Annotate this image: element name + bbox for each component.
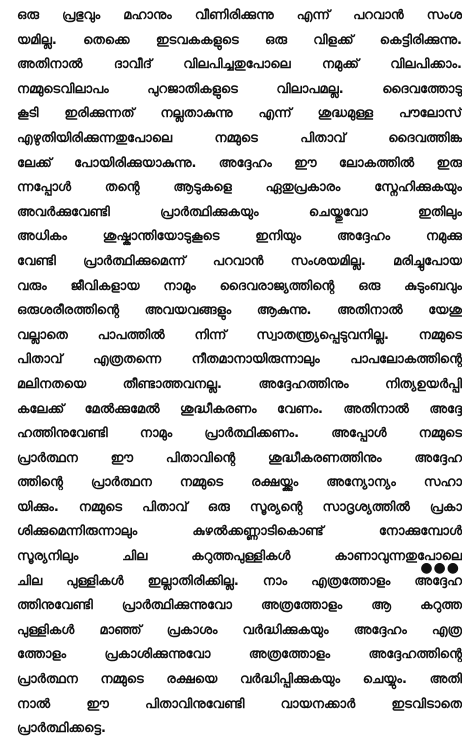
- body-text: [17, 4, 462, 742]
- text-line: അധികം ശുഷ്കാന്തിയോടുകൂടെ ഇനിയും അദ്ദേഹം നമുക്കു: [17, 229, 462, 245]
- text-line: പ്രാർത്ഥന ഈ പിതാവിന്റെ ശുദ്ധീകരണത്തിനും അദ്ദേഹ: [17, 450, 462, 466]
- text-line: ലേക്ക് പോയിരിക്കുയാകുന്നു. അദ്ദേഹം ഈ ലോകത്തിൽ ഇരു: [17, 155, 462, 171]
- text-line: യമില്ല. തെക്കെ ഇടവകകളുടെ ഒരു വിളക്ക് കെട്ടിരിക്കുന്നു.: [17, 32, 462, 48]
- text-line: വേണ്ടി പ്രാർത്ഥിക്കുമെന്ന് പറവാൻ സംശയമില്ല. മരിച്ചുപോയ: [17, 253, 462, 269]
- text-line: ന്നപ്പോൾ തന്റെ ആടുകളെ ഏതുപ്രകാരം സ്നേഹിക്കുകയും: [17, 180, 462, 196]
- text-line: ത്തോളം പ്രകാശിക്കുന്നുവോ അത്രത്തോളം അദ്ദേഹത്തിന്റെ: [17, 647, 462, 663]
- text-line: അവർക്കുവേണ്ടി പ്രാർത്ഥിക്കുകയും ചെയ്തുവോ ഇതിലും: [17, 204, 462, 220]
- text-line: ചില പുള്ളികൾ ഇല്ലാതിരിക്കില്ല. നാം എത്രത്തോളം അദ്ദേഹ: [17, 573, 462, 589]
- text-line: ഒരുശരീരത്തിന്റെ അവയവങ്ങളും ആകുന്നു. അതിനാൽ യേശു: [17, 303, 462, 319]
- text-line: വരും ജീവികളായ നാമും ദൈവരാജ്യത്തിന്റെ ഒരു കുടുംബവും: [17, 278, 462, 294]
- text-line: ഹത്തിനുവേണ്ടി നാമും പ്രാർത്ഥിക്കണം. അപ്പോൾ നമ്മുടെ: [17, 426, 462, 442]
- text-line: ഒരു പ്രഭുവും മഹാനും വീണിരിക്കുന്നു എന്ന് പറവാൻ സംശ: [17, 8, 462, 23]
- text-line: പിതാവ് എത്രതന്നെ നീതമാനായിരുന്നാലും പാപലോകത്തിന്റെ: [17, 352, 462, 368]
- text-line: ത്തിനുവേണ്ടി പ്രാർത്ഥിക്കുന്നുവോ അത്രത്തോളം ആ കറുത്ത: [17, 598, 462, 614]
- text-line: മലിനതയെ തീണ്ടാത്തവനല്ല. അദ്ദേഹത്തിനും നിത്യഉയർപ്പി: [17, 376, 462, 392]
- text-line: എഴുതിയിരിക്കുന്നതുപോലെ നമ്മുടെ പിതാവ് ദൈവത്തിങ്ക: [17, 130, 462, 146]
- text-line: ശിക്കുമെന്നിരുന്നാലും കുഴൽക്കണ്ണാടികൊണ്ട് നോക്കുമ്പോൾ: [17, 524, 462, 540]
- text-line: പ്രാർത്ഥിക്കട്ടെ.: [17, 721, 106, 737]
- continuation-mark: ●●●: [420, 560, 460, 576]
- text-line: നാൽ ഈ പിതാവിനുവേണ്ടി വായനക്കാർ ഇടവിടാതെ: [17, 696, 462, 712]
- text-line: യിക്കും. നമ്മുടെ പിതാവ് ഒരു സൂര്യന്റെ സാദൃശ്യത്തിൽ പ്രകാ: [17, 499, 462, 515]
- text-line: വല്ലാതെ പാപത്തിൽ നിന്ന് സ്വാതന്ത്ര്യപ്പെടുവനില്ല. നമ്മുടെ: [17, 327, 462, 343]
- text-line: പ്രാർത്ഥന നമ്മുടെ രക്ഷയെ വർദ്ധിപ്പിക്കുകയും ചെയ്യും. അതി: [17, 672, 462, 688]
- text-line: സൂര്യനിലും ചില കറുത്തപുള്ളികൾ കാണാവുന്നതുപോലെ: [17, 549, 462, 565]
- text-line: പുള്ളികൾ മാഞ്ഞ് പ്രകാശം വർദ്ധിക്കുകയും അദ്ദേഹം എത്ര: [17, 622, 462, 638]
- text-line: ത്തിന്റെ പ്രാർത്ഥന നമ്മുടെ രക്ഷയ്ക്കും അന്യോന്യം സഹാ: [17, 475, 462, 491]
- text-line: അതിനാൽ ദാവീദ് വിലപിച്ചതുപോലെ നമുക്ക് വിലപിക്കാം.: [17, 57, 462, 73]
- text-line: കലേക്ക് മേൽക്കുമേൽ ശുദ്ധീകരണം വേണം. അതിനാൽ അദ്ദേ: [17, 401, 462, 417]
- text-line: നമ്മുടെവിലാപം പുറജാതികളുടെ വിലാപമല്ല. ദൈവത്തോടു: [17, 81, 462, 97]
- text-line: കൂടി ഇരിക്കുന്നത് നല്ലതാകുന്നു എന്ന് ശുദ്ധമുള്ള പൗലോസ്: [17, 106, 462, 122]
